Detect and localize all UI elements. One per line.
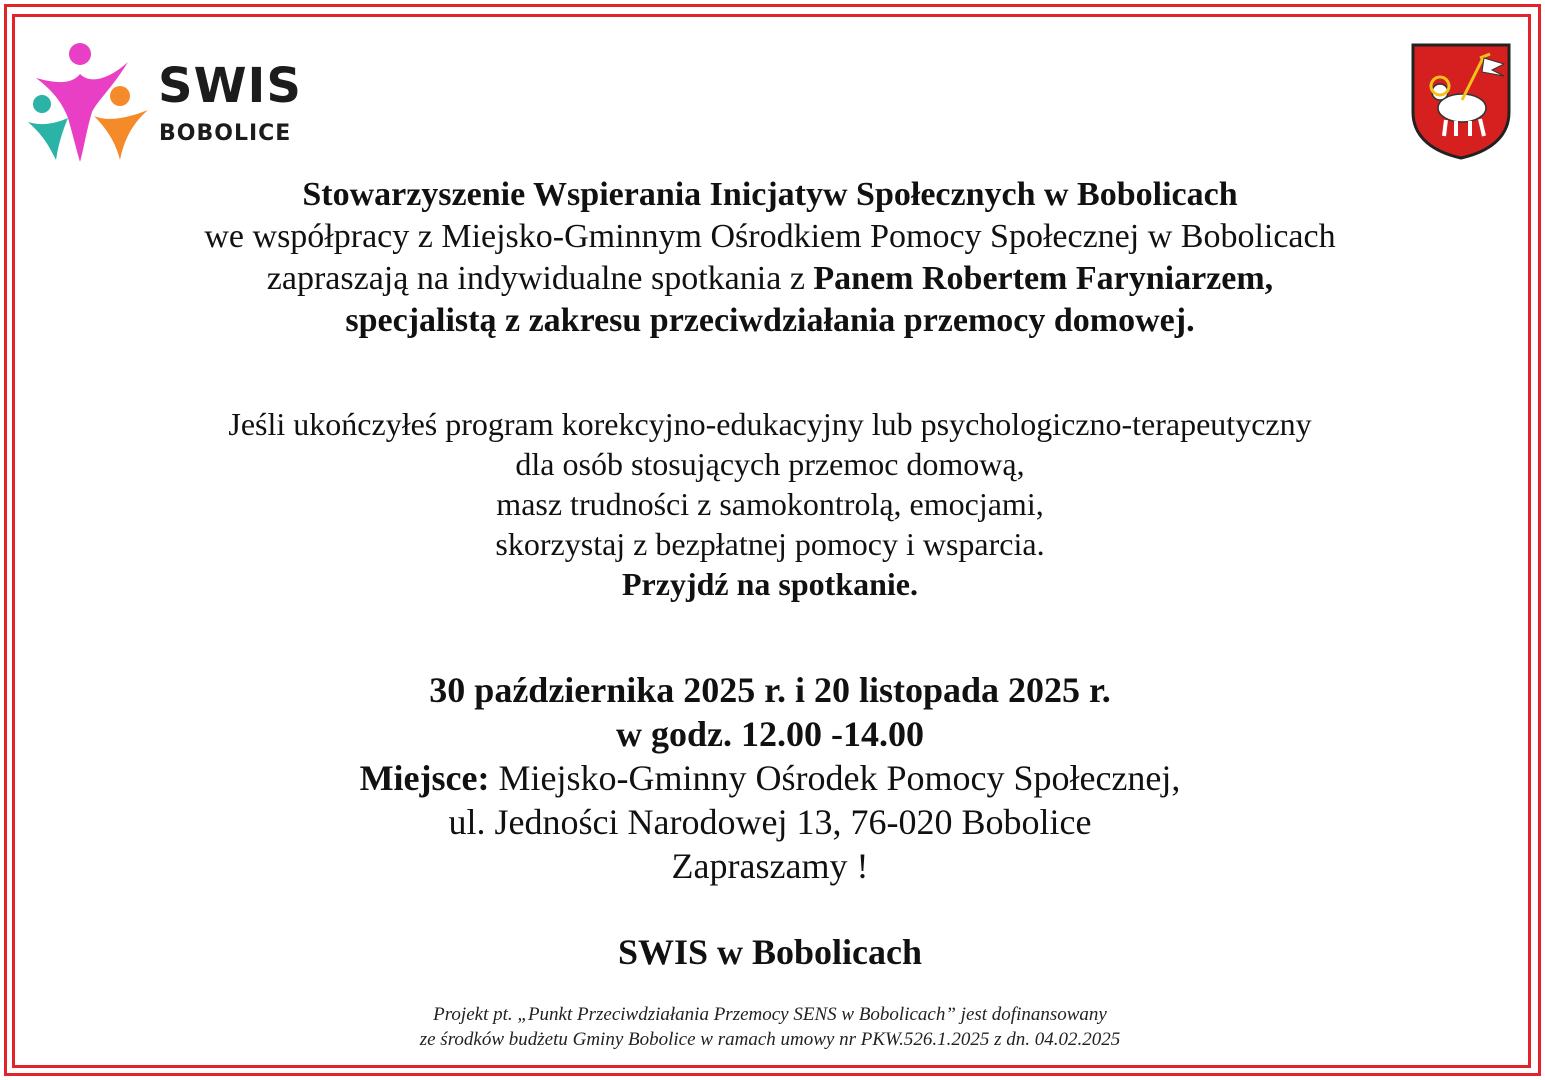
intro-line-2: we współpracy z Miejsko-Gminnym Ośrodkiem Pomocy Społecznej w Bobolicach [204,218,1336,255]
logo-subtitle: BOBOLICE [159,121,292,146]
invitation-intro [60,174,1480,342]
signature [60,930,1480,974]
specialist-name: Panem Robertem Faryniarzem, [813,260,1274,297]
event-dates: 30 października 2025 r. i 20 listopada 2025 r. [429,670,1111,710]
ask-line-3: masz trudności z samokontrolą, emocjami, [496,486,1044,522]
ask-line-4: skorzystaj z bezpłatnej pomocy i wsparcia. [495,526,1045,562]
signature-text: SWIS w Bobolicach [617,932,923,972]
logo-title: SWIS [158,58,302,114]
intro-line-3-prefix: zapraszają na indywidualne spotkania z [266,260,814,297]
intro-line-3 [60,258,1480,300]
place-label: Miejsce: [359,758,490,798]
swis-logo [28,40,308,170]
ask-line-5: Przyjdź na spotkanie. [622,566,918,602]
swis-people-icon [28,40,153,170]
footnote-line-1: Projekt pt. „Punkt Przeciwdziałania Przemocy SENS w Bobolicach” jest dofinansowany [433,1004,1107,1025]
event-details [60,668,1480,888]
event-invite: Zapraszamy ! [671,846,869,886]
target-audience [60,404,1480,604]
footnote-line-2: ze środków budżetu Gminy Bobolice w ramach umowy nr PKW.526.1.2025 z dn. 04.02.2025 [419,1029,1121,1050]
funding-footnote [60,1002,1480,1052]
ask-line-1: Jeśli ukończyłeś program korekcyjno-edukacyjny lub psychologiczno-terapeutyczny [228,406,1312,442]
event-place [60,756,1480,800]
ask-line-2: dla osób stosujących przemoc domową, [515,446,1025,482]
place-value: Miejsko-Gminny Ośrodek Pomocy Społecznej, [489,758,1181,798]
event-hours: w godz. 12.00 -14.00 [616,714,924,754]
intro-line-1: Stowarzyszenie Wspierania Inicjatyw Społecznych w Bobolicach [302,176,1238,213]
lamb-coat-of-arms-icon [1410,42,1512,160]
intro-line-4: specjalistą z zakresu przeciwdziałania przemocy domowej. [345,302,1195,339]
event-address: ul. Jedności Narodowej 13, 76-020 Bobolice [448,802,1092,842]
